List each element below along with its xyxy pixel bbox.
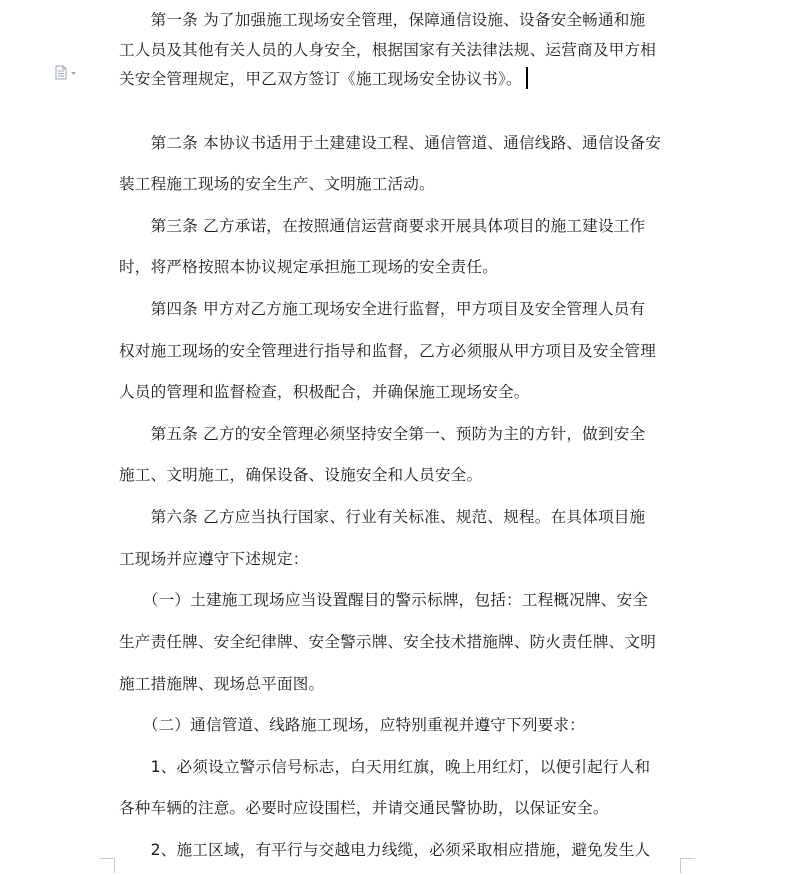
text-line: 时，将严格按照本协议规定承担施工现场的安全责任。 xyxy=(119,258,499,276)
text-line: 第一条 为了加强施工现场安全管理，保障通信设施、设备安全畅通和施 xyxy=(119,11,646,29)
text-line: 第六条 乙方应当执行国家、行业有关标准、规范、规程。在具体项目施 xyxy=(119,508,646,526)
text-line: 权对施工现场的安全管理进行指导和监督，乙方必须服从甲方项目及安全管理 xyxy=(119,342,656,360)
text-line: （二）通信管道、线路施工现场，应特别重视并遵守下列要求： xyxy=(119,716,586,734)
text-line: 工人员及其他有关人员的人身安全，根据国家有关法律法规、运营商及甲方相 xyxy=(119,41,656,59)
paragraph-options-icon xyxy=(54,64,80,82)
text-line: 工现场并应遵守下述规定： xyxy=(119,550,309,568)
text-line: 各种车辆的注意。必要时应设围栏，并请交通民警协助，以保证安全。 xyxy=(119,799,609,817)
text-cursor xyxy=(526,67,528,89)
text-line: 2、施工区域，有平行与交越电力线缆，必须采取相应措施，避免发生人 xyxy=(119,841,651,859)
page-corner-mark xyxy=(680,858,695,873)
text-line: 施工、文明施工，确保设备、设施安全和人员安全。 xyxy=(119,466,483,484)
text-line: 装工程施工现场的安全生产、文明施工活动。 xyxy=(119,175,435,193)
document-paragraph-icon[interactable] xyxy=(54,64,80,82)
text-line: 关安全管理规定，甲乙双方签订《施工现场安全协议书》。 xyxy=(119,70,522,88)
text-line: 人员的管理和监督检查，积极配合，并确保施工现场安全。 xyxy=(119,383,530,401)
text-line: 施工措施牌、现场总平面图。 xyxy=(119,675,325,693)
text-line: 第三条 乙方承诺，在按照通信运营商要求开展具体项目的施工建设工作 xyxy=(119,217,646,235)
text-line: 第二条 本协议书适用于土建建设工程、通信管道、通信线路、通信设备安 xyxy=(119,134,662,152)
text-line: 1、必须设立警示信号标志，白天用红旗，晚上用红灯，以便引起行人和 xyxy=(119,758,651,776)
text-line: 第五条 乙方的安全管理必须坚持安全第一、预防为主的方针，做到安全 xyxy=(119,425,646,443)
text-line: 生产责任牌、安全纪律牌、安全警示牌、安全技术措施牌、防火责任牌、文明 xyxy=(119,633,656,651)
text-line: （一）土建施工现场应当设置醒目的警示标牌，包括：工程概况牌、安全 xyxy=(119,591,649,609)
text-line: 第四条 甲方对乙方施工现场安全进行监督，甲方项目及安全管理人员有 xyxy=(119,300,646,318)
page-corner-mark xyxy=(100,858,115,873)
